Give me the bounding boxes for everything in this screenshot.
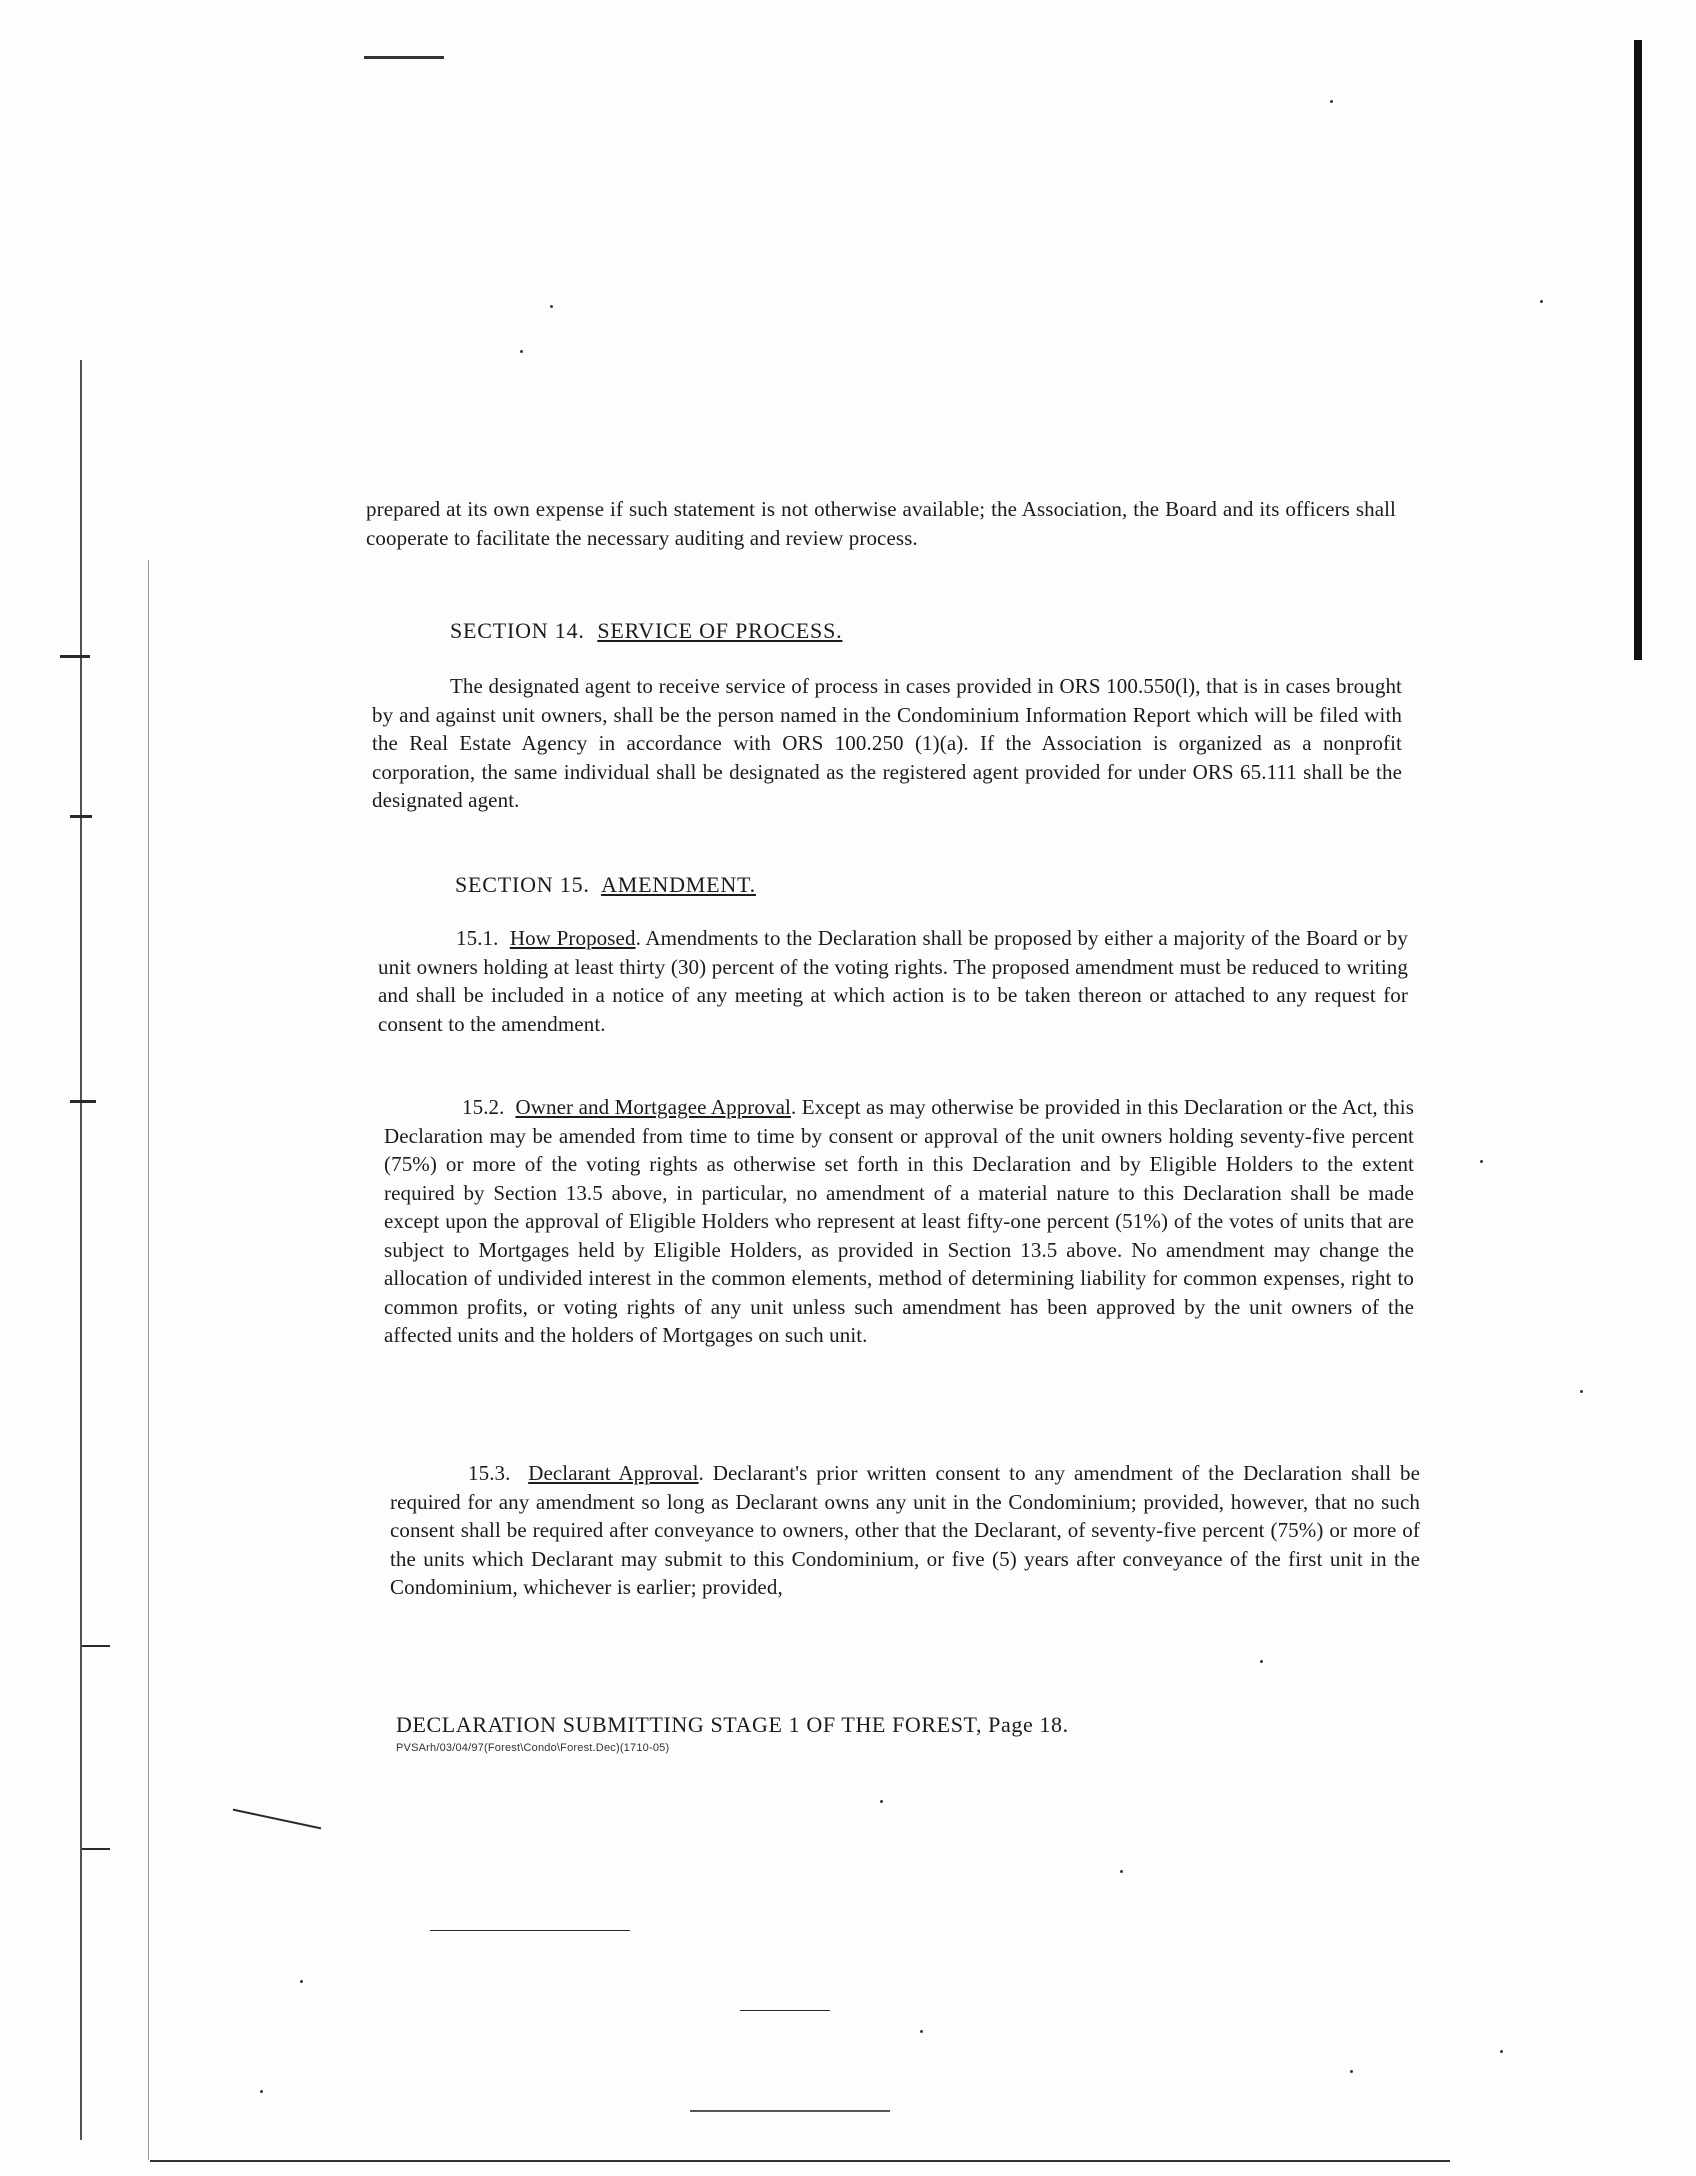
subsection-15-2	[384, 1093, 1414, 1350]
scan-mark	[82, 1848, 110, 1850]
section-15-heading	[455, 872, 756, 898]
scan-speck	[1480, 1160, 1483, 1163]
scan-speck	[300, 1980, 303, 1983]
subsection-15-1-number: 15.1.	[456, 926, 499, 950]
scan-speck	[1120, 1870, 1123, 1873]
subsection-15-2-number: 15.2.	[462, 1095, 505, 1119]
footer-file-code: PVSArh/03/04/97(Forest\Condo\Forest.Dec)(1710-05)	[396, 1742, 670, 1754]
scan-speck	[550, 305, 553, 308]
scan-mark	[364, 56, 444, 59]
subsection-15-1-title: How Proposed	[509, 926, 636, 950]
subsection-15-2-body: . Except as may otherwise be provided in this Declaration or the Act, this Declaration may be amended from time to time by consent or approval of the unit owners holding seventy-five percent (75%) or more of the voting rights as otherwise set forth in this Declaration and by Eligible Holders to the extent required by Section 13.5 above, in particular, no amendment of a material nature to this Declaration shall be made except upon the approval of Eligible Holders who represent at least fifty-one percent (51%) of the votes of units that are subject to Mortgages held by Eligible Holders, as provided in Section 13.5 above. No amendment may change the allocation of undivided interest in the common elements, method of determining liability for common expenses, right to common profits, or voting rights of any unit unless such amendment has been approved by the unit owners of the affected units and the holders of Mortgages on such unit.	[384, 1095, 1414, 1347]
section-14-body: The designated agent to receive service of process in cases provided in ORS 100.550(l), that is in cases brought by and against unit owners, shall be the person named in the Condominium Information Report which will be filed with the Real Estate Agency in accordance with ORS 100.250 (1)(a). If the Association is organized as a nonprofit corporation, the same individual shall be designated as the registered agent provided for under ORS 65.111 shall be the designated agent.	[372, 674, 1402, 812]
section-14-number: SECTION 14.	[450, 618, 585, 643]
section-15-title: AMENDMENT.	[601, 872, 756, 897]
subsection-15-1-body: . Amendments to the Declaration shall be proposed by either a majority of the Board or by unit owners holding at least thirty (30) percent of the voting rights. The proposed amendment must be reduced to writing and shall be included in a notice of any meeting at which action is to be taken thereon or attached to any request for consent to the amendment.	[378, 926, 1408, 1036]
scan-mark	[60, 655, 90, 658]
subsection-15-1	[378, 924, 1408, 1038]
scan-mark	[233, 1809, 321, 1830]
scan-speck	[1500, 2050, 1503, 2053]
scan-bottom-rule	[150, 2160, 1450, 2162]
scan-speck	[260, 2090, 263, 2093]
scan-edge-bar	[1634, 40, 1642, 660]
scan-speck	[880, 1800, 883, 1803]
scan-speck	[1540, 300, 1543, 303]
scan-speck	[520, 350, 523, 353]
subsection-15-3-number: 15.3.	[468, 1461, 511, 1485]
scan-mark	[70, 1100, 96, 1103]
scan-left-rule-secondary	[148, 560, 149, 2160]
section-14-title: SERVICE OF PROCESS.	[597, 618, 843, 643]
scan-mark	[740, 2010, 830, 2011]
subsection-15-2-title: Owner and Mortgagee Approval	[515, 1095, 791, 1119]
scan-speck	[1330, 100, 1333, 103]
scan-speck	[1580, 1390, 1583, 1393]
section-15-number: SECTION 15.	[455, 872, 590, 897]
scan-mark	[70, 815, 92, 818]
opening-paragraph: prepared at its own expense if such statement is not otherwise available; the Association, the Board and its officers shall cooperate to facilitate the necessary auditing and review process.	[366, 497, 1396, 550]
scan-mark	[690, 2110, 890, 2112]
scan-mark	[430, 1930, 630, 1931]
scan-mark	[82, 1645, 110, 1647]
subsection-15-3	[390, 1459, 1420, 1602]
footer-title: DECLARATION SUBMITTING STAGE 1 OF THE FOREST, Page 18.	[396, 1712, 1069, 1737]
scan-speck	[920, 2030, 923, 2033]
section-14-heading	[450, 618, 842, 644]
subsection-15-3-title: Declarant Approval	[528, 1461, 699, 1485]
scan-left-rule	[80, 360, 82, 2140]
subsection-15-3-body: . Declarant's prior written consent to any amendment of the Declaration shall be required for any amendment so long as Declarant owns any unit in the Condominium; provided, however, that no such consent shall be required after conveyance to owners, other that the Declarant, of seventy-five percent (75%) or more of the units which Declarant may submit to this Condominium, or five (5) years after conveyance of the first unit in the Condominium, whichever is earlier; provided,	[390, 1461, 1420, 1599]
scan-speck	[1350, 2070, 1353, 2073]
scan-speck	[1260, 1660, 1263, 1663]
